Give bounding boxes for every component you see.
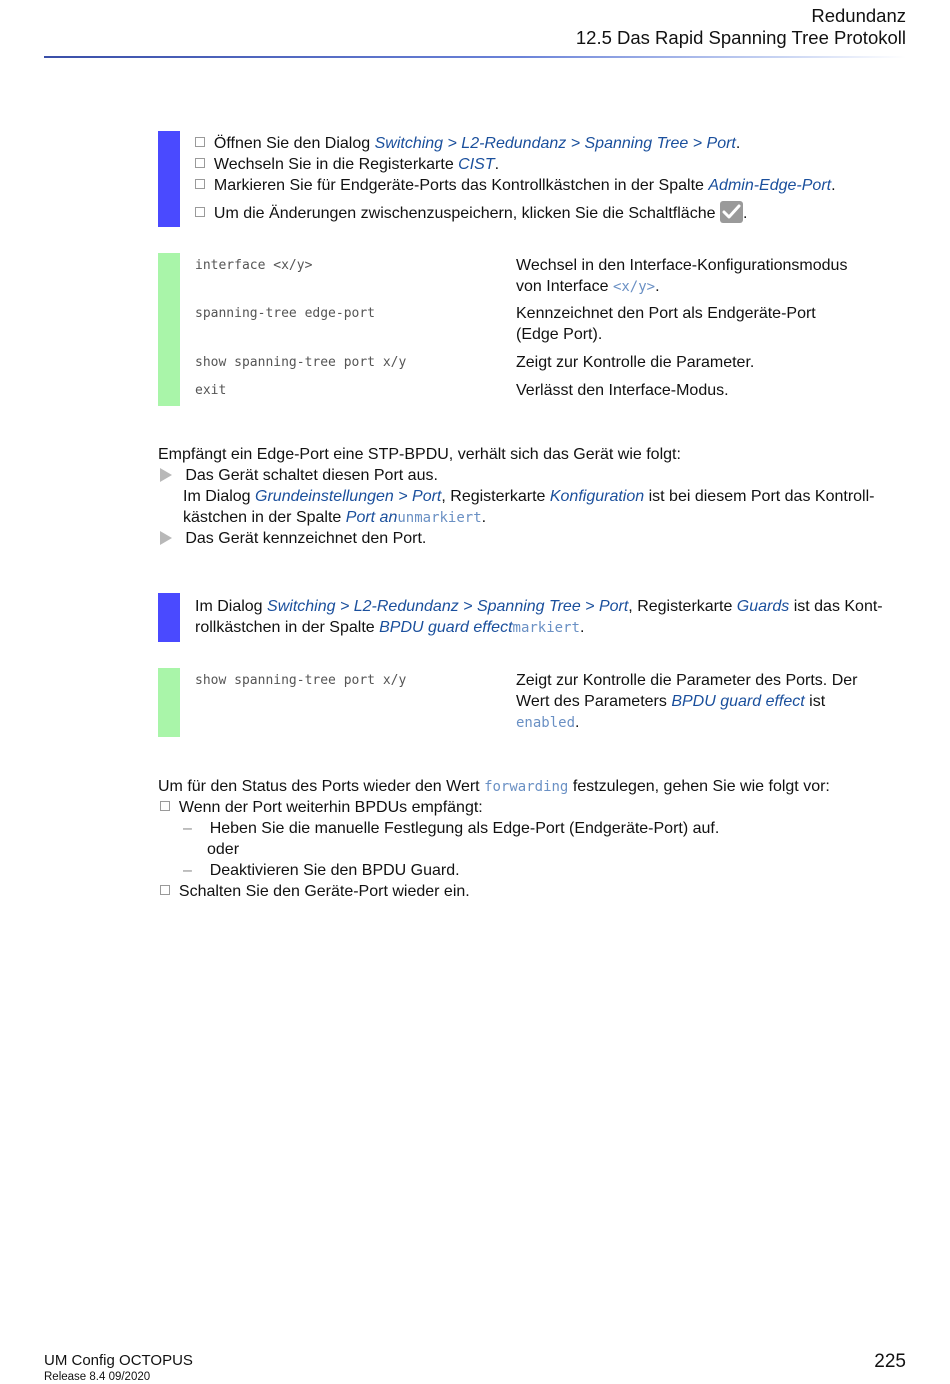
edge-intro: Empfängt ein Edge-Port eine STP-BPDU, verhält sich das Gerät wie folgt:	[158, 446, 681, 463]
gui-step-1: Öffnen Sie den Dialog Switching > L2-Redundanz > Spanning Tree > Port.	[195, 133, 740, 154]
forwarding-or: oder	[207, 841, 240, 858]
gui-step-2: Wechseln Sie in die Registerkarte CIST.	[195, 154, 499, 175]
edge-item-2: Das Gerät kennzeichnet den Port.	[160, 528, 426, 549]
edge-item-1-detail: Im Dialog Grundeinstellungen > Port, Registerkarte Konfiguration ist bei diesem Port das Kontroll-	[183, 488, 875, 505]
forwarding-intro: Um für den Status des Ports wieder den Wert forwarding festzulegen, gehen Sie wie folgt vor:	[158, 778, 830, 795]
gui-step-4: Um die Änderungen zwischenzuspeichern, klicken Sie die Schaltfläche .	[195, 201, 747, 224]
step-checkbox-icon	[195, 137, 205, 147]
cli-description: Verlässt den Interface-Modus.	[516, 382, 729, 399]
step-checkbox-icon	[195, 158, 205, 168]
guard-step-line-1: Im Dialog Switching > L2-Redundanz > Spanning Tree > Port, Registerkarte Guards ist das Kont-	[195, 598, 883, 615]
bullet-triangle-icon	[160, 531, 172, 545]
cli-command: interface <x/y>	[195, 258, 313, 273]
cli-description: Kennzeichnet den Port als Endgeräte-Port (Edge Port).	[516, 305, 816, 343]
dash-bullet: –	[183, 820, 192, 837]
cli-description: Zeigt zur Kontrolle die Parameter.	[516, 354, 755, 371]
guard-step-line-2: rollkästchen in der Spalte BPDU guard effectmarkiert.	[195, 619, 585, 636]
header-rule	[44, 56, 906, 58]
forwarding-step-1: Wenn der Port weiterhin BPDUs empfängt:	[160, 797, 483, 818]
forwarding-sub-1: – Heben Sie die manuelle Festlegung als Edge-Port (Endgeräte-Port) auf.	[183, 820, 720, 837]
cli-command: exit	[195, 383, 227, 398]
cli-description: Wechsel in den Interface-Konfigurationsmodus von Interface <x/y>.	[516, 257, 848, 295]
step-checkbox-icon	[160, 801, 170, 811]
bullet-triangle-icon	[160, 468, 172, 482]
cli-marker-bar	[158, 668, 180, 737]
footer-document-title: UM Config OCTOPUS	[44, 1352, 193, 1369]
cli-command: spanning-tree edge-port	[195, 306, 376, 321]
forwarding-sub-2: – Deaktivieren Sie den BPDU Guard.	[183, 862, 460, 879]
step-checkbox-icon	[160, 885, 170, 895]
step-checkbox-icon	[195, 179, 205, 189]
dash-bullet: –	[183, 862, 192, 879]
save-checkmark-icon	[720, 201, 743, 223]
edge-item-1-detail-2: kästchen in der Spalte Port anunmarkiert.	[183, 509, 487, 526]
gui-marker-bar	[158, 131, 180, 227]
running-header-chapter: Redundanz	[811, 5, 906, 26]
footer-release: Release 8.4 09/2020	[44, 1371, 151, 1383]
cli-description: Zeigt zur Kontrolle die Parameter des Ports. Der Wert des Parameters BPDU guard effect ist enabled.	[516, 672, 858, 731]
gui-marker-bar	[158, 593, 180, 642]
forwarding-step-2: Schalten Sie den Geräte-Port wieder ein.	[160, 881, 470, 902]
cli-command: show spanning-tree port x/y	[195, 355, 407, 370]
cli-marker-bar	[158, 253, 180, 406]
page-number: 225	[874, 1351, 906, 1372]
step-checkbox-icon	[195, 207, 205, 217]
gui-step-3: Markieren Sie für Endgeräte-Ports das Kontrollkästchen in der Spalte Admin-Edge-Port.	[195, 175, 836, 196]
running-header-section: 12.5 Das Rapid Spanning Tree Protokoll	[575, 27, 906, 48]
cli-command: show spanning-tree port x/y	[195, 673, 407, 688]
edge-item-1: Das Gerät schaltet diesen Port aus.	[160, 465, 438, 486]
